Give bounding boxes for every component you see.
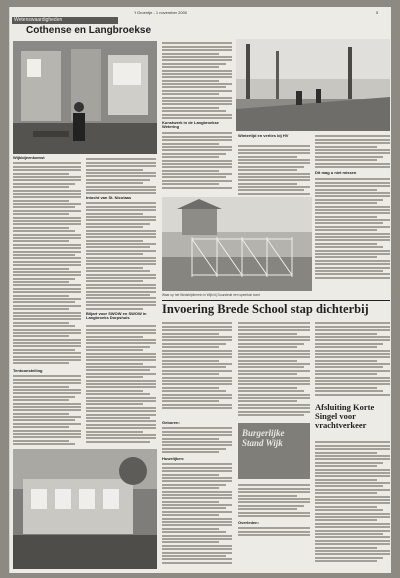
left-lower-text [13, 374, 81, 446]
col3-text-b [162, 131, 232, 191]
col5-text-b [315, 177, 390, 283]
headline-rule [162, 300, 390, 301]
page-header-title: 't Groentje - 1 november 2000 [134, 10, 188, 15]
sint-headline: Intocht van St. Nicolaas [86, 195, 132, 200]
swow-headline: Biljart voor SWOW en SWOW in Langbroeks Dorpshuis [86, 311, 147, 321]
burgerlijke-stand-banner [238, 423, 310, 479]
brede-col1-text [162, 321, 232, 411]
section-banner [12, 17, 118, 24]
col2-text-a [86, 157, 156, 195]
top-right-photo [236, 39, 390, 131]
col3-text-a [162, 41, 232, 121]
col2-text-b [86, 201, 156, 311]
section-label: Wetenswaardigheden [14, 17, 63, 23]
cothense-headline: Cothense en Langbroekse [26, 25, 152, 36]
afsluiting-headline: Afsluiting Korte Singel voor vrachtverkeer [315, 402, 375, 430]
overleden-heading: Overleden: [238, 520, 259, 525]
playground-photo [162, 197, 312, 291]
hv-headline: Wintertijd en verlies bij HV [238, 133, 289, 138]
left-col-subhead: Wijkbijeenkomst [13, 155, 45, 160]
stand-col2-text [238, 483, 310, 519]
afsluiting-text [315, 440, 390, 568]
hv-text [238, 144, 310, 196]
brede-school-headline: Invoering Brede School stap dichterbij [162, 302, 369, 316]
burgerlijke-stand-text: Burgerlijke Stand Wijk [242, 428, 285, 448]
brede-col2-text [238, 321, 310, 419]
overleden-text [238, 526, 310, 538]
huwelijken-heading: Huwelijken: [162, 456, 185, 461]
classroom-photo [13, 41, 157, 154]
playground-caption: Waar op het Wedstrijdterrein in Wijk bij Duurstede een speeltuin komt [162, 293, 260, 297]
kunstwerk-headline: Kunstwerk in de Langbroekse Wetering [162, 120, 219, 130]
left-lower-subhead: Tentoonstelling [13, 368, 43, 373]
col5-text-a [315, 134, 390, 170]
geboren-heading: Geboren: [162, 420, 180, 425]
geboren-text [162, 426, 232, 454]
huwelijken-text [162, 462, 232, 570]
newspaper-page [9, 7, 391, 573]
page-number: 5 [376, 10, 379, 15]
left-col-text [13, 161, 81, 366]
brede-col3-text [315, 321, 390, 399]
col5-subhead: Dit mag u niet missen [315, 170, 357, 175]
bottom-left-photo [13, 449, 157, 569]
col2-text-c [86, 324, 156, 444]
